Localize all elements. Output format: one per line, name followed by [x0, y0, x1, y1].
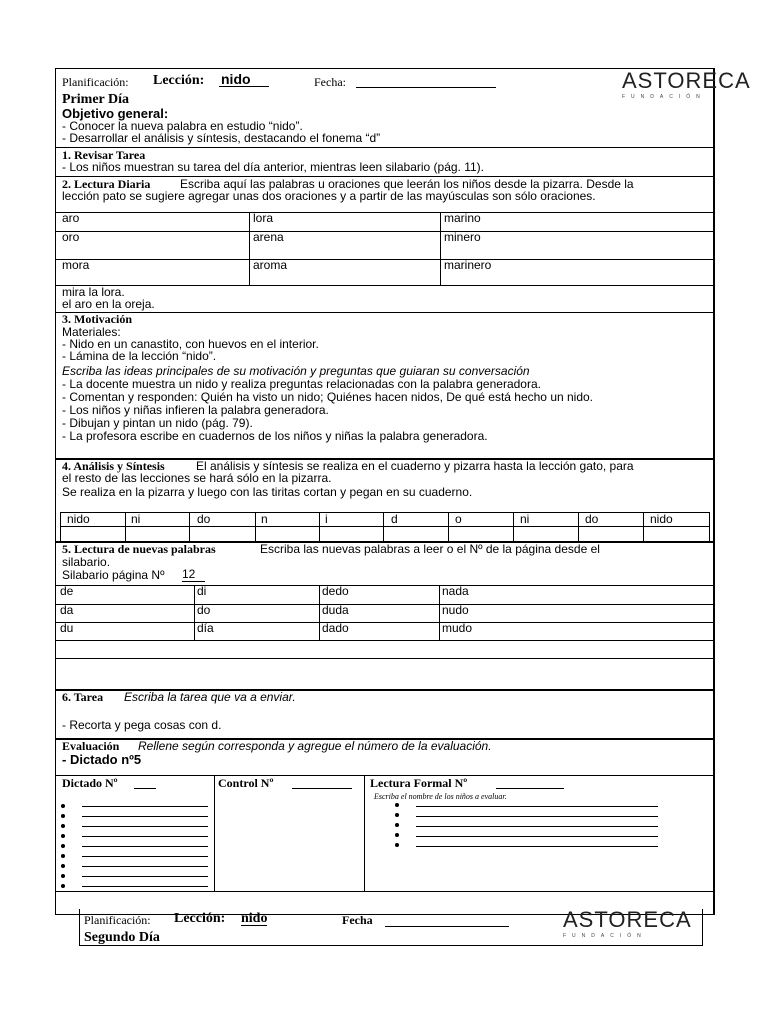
lectura-number-field[interactable]: [496, 788, 564, 789]
logo-text: ASTORECA: [622, 68, 751, 93]
footer-fecha-field[interactable]: [385, 926, 509, 927]
table-cell: día: [197, 621, 214, 635]
footer-day-title: Segundo Día: [84, 930, 160, 945]
section-2-title: 2. Lectura Diaria: [62, 177, 151, 191]
table-cell: minero: [444, 230, 481, 244]
footer-fecha-label: Fecha: [342, 913, 373, 927]
divider: [56, 585, 713, 586]
section-6-title: 6. Tarea: [62, 690, 104, 704]
bullet: [61, 804, 65, 808]
bullet: [395, 803, 399, 807]
idea-line: - Dibujan y pintan un nido (pág. 79).: [62, 416, 253, 430]
footer-leccion-label: Lección:: [174, 911, 226, 926]
student-line[interactable]: [82, 816, 208, 817]
section-4-text: Se realiza en la pizarra y luego con las tiritas cortan y pegan en su cuaderno.: [62, 485, 473, 499]
section-6-hint: Escriba la tarea que va a enviar.: [124, 690, 296, 704]
table-cell: di: [197, 584, 207, 598]
bullet: [61, 814, 65, 818]
control-column-title: Control Nº: [218, 776, 274, 790]
section-5-text: silabario.: [62, 555, 111, 569]
divider: [56, 604, 713, 605]
dictado-note: - Dictado nº5: [62, 752, 142, 767]
divider: [56, 212, 713, 213]
control-number-field[interactable]: [292, 788, 352, 789]
divider: [56, 891, 713, 892]
astoreca-logo: [622, 68, 751, 100]
student-line[interactable]: [82, 806, 208, 807]
bullet: [61, 874, 65, 878]
leccion-label: Lección:: [153, 73, 205, 88]
syllable-cell: o: [455, 512, 462, 526]
objetivo-title: Objetivo general:: [62, 106, 169, 121]
sentence: mira la lora.: [62, 285, 125, 299]
student-line[interactable]: [82, 846, 208, 847]
column-line: [319, 585, 320, 640]
student-line[interactable]: [82, 876, 208, 877]
table-cell: mudo: [442, 621, 473, 635]
student-line[interactable]: [82, 866, 208, 867]
bullet: [61, 854, 65, 858]
section-5-title: 5. Lectura de nuevas palabras: [62, 542, 216, 556]
column-line: [513, 513, 514, 541]
table-cell: nudo: [442, 603, 469, 617]
bullet: [61, 844, 65, 848]
section-5-text: Escriba las nuevas palabras a leer o el Nº de la página desde el: [260, 542, 600, 556]
objetivo-line: - Desarrollar el análisis y síntesis, destacando el fonema “d”: [62, 131, 381, 145]
divider: [56, 312, 713, 313]
table-cell: duda: [322, 603, 349, 617]
column-line: [214, 775, 215, 891]
bullet: [395, 833, 399, 837]
lectura-formal-hint: Escriba el nombre de los niños a evaluar.: [374, 792, 507, 801]
bullet: [61, 884, 65, 888]
table-cell: dedo: [322, 584, 349, 598]
dictado-number-field[interactable]: [134, 788, 156, 789]
fecha-label: Fecha:: [314, 75, 346, 89]
table-cell: do: [197, 603, 211, 617]
divider: [56, 147, 713, 148]
table-cell: aroma: [253, 258, 288, 272]
bullet: [61, 834, 65, 838]
idea-line: - Comentan y responden: Quién ha visto un nido; Quiénes hacen nidos, De qué está hecho un nido.: [62, 390, 594, 404]
bullet: [395, 843, 399, 847]
student-line[interactable]: [416, 836, 658, 837]
section-2-text: Escriba aquí las palabras u oraciones que leerán los niños desde la pizarra. Desde la: [180, 177, 634, 191]
divider: [56, 231, 713, 232]
divider: [56, 658, 713, 659]
student-line[interactable]: [82, 856, 208, 857]
student-line[interactable]: [416, 846, 658, 847]
column-line: [364, 775, 365, 891]
divider: [61, 526, 709, 527]
column-line: [125, 513, 126, 541]
column-line: [578, 513, 579, 541]
footer-planificacion-label: Planificación:: [84, 913, 151, 927]
planificacion-label: Planificación:: [62, 75, 129, 89]
objetivo-line: - Conocer la nueva palabra en estudio “nido”.: [62, 119, 303, 133]
student-line[interactable]: [82, 836, 208, 837]
syllable-cell: do: [197, 512, 211, 526]
footer-leccion-value: nido: [241, 911, 268, 926]
syllable-cell: nido: [650, 512, 673, 526]
idea-line: - La docente muestra un nido y realiza preguntas relacionadas con la palabra generadora.: [62, 377, 541, 391]
divider: [56, 622, 713, 623]
column-line: [439, 585, 440, 640]
evaluacion-hint: Rellene según corresponda y agregue el número de la evaluación.: [138, 739, 492, 753]
section-1-title: 1. Revisar Tarea: [62, 148, 146, 162]
syllable-cell: ni: [131, 512, 141, 526]
table-cell: da: [60, 603, 74, 617]
ideas-title: Escriba las ideas principales de su motivación y preguntas que guiaran su conversación: [62, 364, 530, 378]
student-line[interactable]: [416, 806, 658, 807]
materiales-line: Materiales:: [62, 325, 121, 339]
section-2-text: lección pato se sugiere agregar unas dos oraciones y a partir de las mayúsculas son sólo oraciones.: [62, 189, 596, 203]
table-cell: de: [60, 584, 74, 598]
section-4-text: El análisis y síntesis se realiza en el cuaderno y pizarra hasta la lección gato, para: [196, 459, 634, 473]
syllable-cell: do: [585, 512, 599, 526]
section-6-text: - Recorta y pega cosas con d.: [62, 718, 222, 732]
divider: [56, 259, 713, 260]
day-title: Primer Día: [62, 92, 129, 107]
table-cell: dado: [322, 621, 349, 635]
table-cell: lora: [253, 211, 274, 225]
column-line: [319, 513, 320, 541]
idea-line: - Los niños y niñas infieren la palabra generadora.: [62, 403, 329, 417]
table-cell: du: [60, 621, 74, 635]
section-4-text: el resto de las lecciones se hará sólo en la pizarra.: [62, 471, 332, 485]
table-cell: marinero: [444, 258, 492, 272]
leccion-value: nido: [219, 73, 269, 87]
student-line[interactable]: [416, 816, 658, 817]
logo-subtext: FUNDACIÓN: [622, 94, 706, 100]
logo-subtext: FUNDACIÓN: [563, 933, 647, 939]
table-cell: nada: [442, 584, 469, 598]
syllable-cell: nido: [67, 512, 90, 526]
bullet: [395, 813, 399, 817]
bullet: [61, 864, 65, 868]
table-cell: marino: [444, 211, 481, 225]
evaluacion-title: Evaluación: [62, 739, 120, 753]
table-cell: arena: [253, 230, 284, 244]
table-cell: mora: [62, 258, 90, 272]
section-4-title: 4. Análisis y Síntesis: [62, 459, 165, 473]
student-line[interactable]: [416, 826, 658, 827]
materiales-line: - Nido en un canastito, con huevos en el interior.: [62, 337, 319, 351]
syllable-cell: n: [261, 512, 268, 526]
divider: [56, 640, 713, 641]
materiales-line: - Lámina de la lección “nido”.: [62, 349, 217, 363]
syllable-cell: i: [325, 512, 328, 526]
section-1-text: - Los niños muestran su tarea del día anterior, mientras leen silabario (pág. 11).: [62, 160, 485, 174]
divider: [56, 285, 713, 286]
bullet: [61, 824, 65, 828]
column-line: [189, 513, 190, 541]
table-cell: aro: [62, 211, 80, 225]
silabario-label: Silabario página Nº: [62, 568, 165, 582]
syllable-cell: ni: [520, 512, 530, 526]
sentence: el aro en la oreja.: [62, 297, 155, 311]
column-line: [249, 212, 250, 285]
column-line: [383, 513, 384, 541]
logo-text: ASTORECA: [563, 907, 692, 932]
column-line: [643, 513, 644, 541]
bullet: [395, 823, 399, 827]
section-3-title: 3. Motivación: [62, 312, 132, 326]
student-line[interactable]: [82, 826, 208, 827]
astoreca-logo: [563, 907, 692, 939]
silabario-value: 12: [182, 568, 205, 582]
syllable-cell: d: [391, 512, 398, 526]
lectura-formal-column-title: Lectura Formal Nº: [370, 776, 468, 790]
syllable-grid: [60, 512, 710, 542]
student-line[interactable]: [82, 886, 208, 887]
column-line: [448, 513, 449, 541]
column-line: [255, 513, 256, 541]
table-cell: oro: [62, 230, 80, 244]
dictado-column-title: Dictado Nº: [62, 776, 118, 790]
column-line: [440, 212, 441, 285]
idea-line: - La profesora escribe en cuadernos de los niños y niñas la palabra generadora.: [62, 429, 488, 443]
column-line: [194, 585, 195, 640]
fecha-field[interactable]: [356, 87, 496, 88]
